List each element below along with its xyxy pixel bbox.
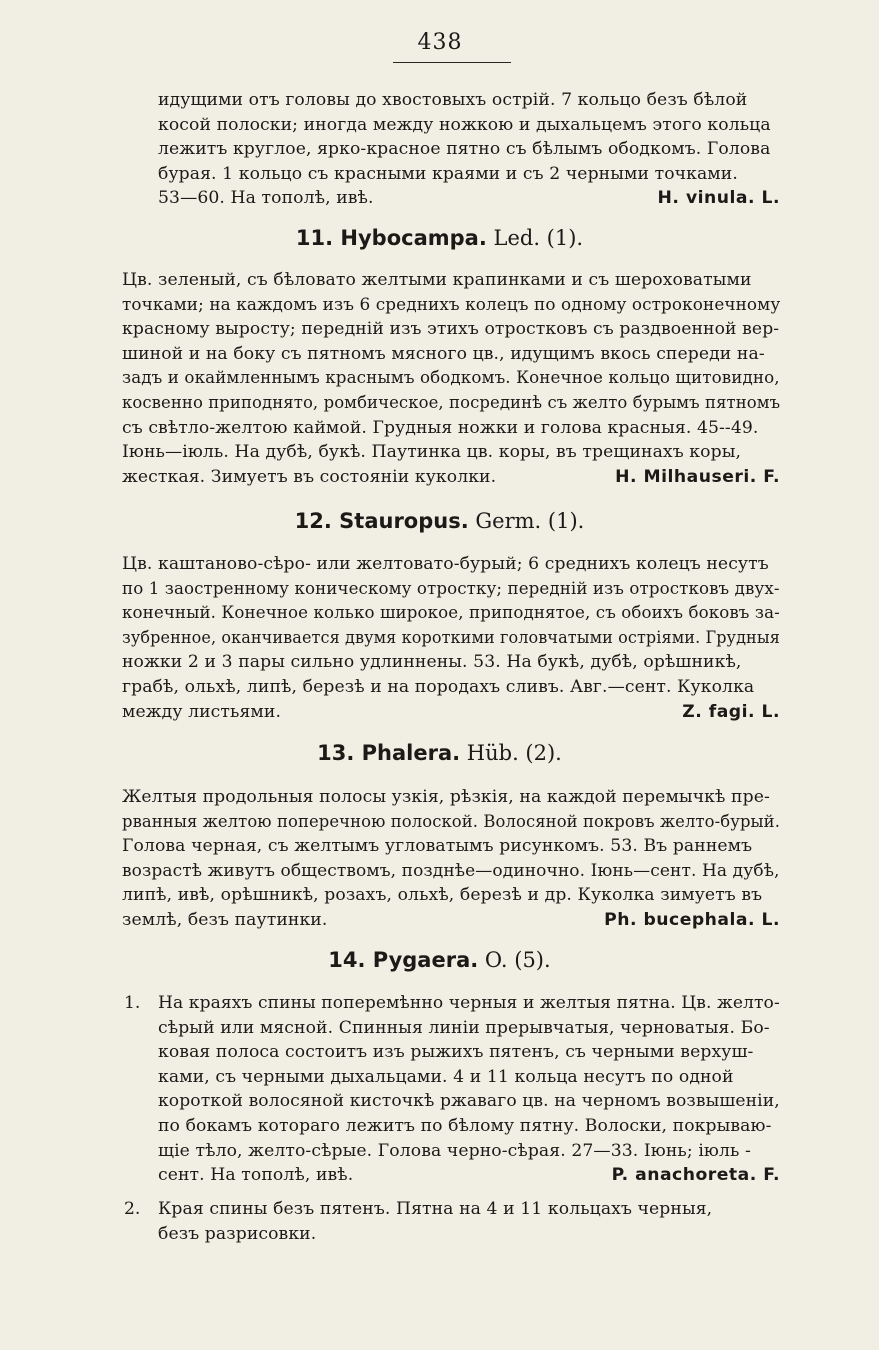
text-line-last: [158, 1163, 780, 1188]
text-line: зубренное, оканчивается двумя короткими головчатыми остріями. Грудныя: [122, 627, 780, 648]
section-paragraph-hybocampa: [122, 268, 780, 489]
text-line-last: [158, 186, 780, 211]
section-heading-pygaera: [0, 948, 879, 972]
text-line: Желтыя продольныя полосы узкія, рѣзкія, на каждой перемычкѣ пре-: [122, 787, 770, 807]
page-number-rule: [393, 62, 511, 63]
section-heading-phalera: [0, 741, 879, 765]
text-line-last: [122, 465, 780, 490]
genus-author: Hüb. (2).: [466, 741, 562, 765]
text-line: короткой волосяной кисточкѣ ржаваго цв. на черномъ возвышеніи,: [158, 1091, 780, 1112]
text-line: по бокамъ котораго лежитъ по бѣлому пятну. Волоски, покрываю-: [158, 1115, 772, 1136]
text-line: идущими отъ головы до хвостовыхъ острій. 7 кольцо безъ бѣлой: [158, 90, 748, 110]
genus-name: 11. Hybocampa.: [295, 226, 487, 250]
text-line: Голова черная, съ желтымъ угловатымъ рисункомъ. 53. Въ раннемъ: [122, 836, 753, 857]
genus-author: Led. (1).: [493, 226, 584, 250]
text-line: точками; на каждомъ изъ 6 среднихъ колецъ по одному остроконечному: [122, 294, 781, 315]
text-fragment: 53—60. На тополѣ, ивѣ.: [158, 188, 374, 209]
text-line: косвенно приподнято, ромбическое, посрединѣ съ желто бурымъ пятномъ: [122, 392, 781, 413]
section-paragraph-stauropus: [122, 552, 780, 724]
text-line: съ свѣтло-желтою каймой. Грудныя ножки и голова красныя. 45--49.: [122, 417, 759, 438]
text-line: Цв. каштаново-сѣро- или желтовато-бурый; 6 среднихъ колецъ несутъ: [122, 554, 769, 574]
text-line: Іюнь—іюль. На дубѣ, букѣ. Паутинка цв. коры, въ трещинахъ коры,: [122, 442, 742, 463]
text-line: Края спины безъ пятенъ. Пятна на 4 и 11 кольцахъ черныя,: [158, 1199, 713, 1219]
text-line: по 1 заостренному коническому отростку; передній изъ отростковъ двух-: [122, 578, 780, 599]
text-line: косой полоски; иногда между ножкою и дыхальцемъ этого кольца: [158, 114, 771, 135]
text-line: ками, съ черными дыхальцами. 4 и 11 кольца несутъ по одной: [158, 1066, 734, 1087]
item-number: 2.: [124, 1199, 141, 1219]
text-line: липѣ, ивѣ, орѣшникѣ, розахъ, ольхѣ, березѣ и др. Куколка зимуетъ въ: [122, 885, 763, 906]
species-name: P. anachoreta. F.: [611, 1165, 780, 1186]
section-heading-hybocampa: [0, 226, 879, 250]
text-line: безъ разрисовки.: [158, 1223, 317, 1244]
species-name: Z. fagi. L.: [682, 701, 780, 722]
genus-name: 14. Pygaera.: [328, 948, 479, 972]
text-line: На краяхъ спины поперемѣнно черныя и желтыя пятна. Цв. желто-: [158, 993, 780, 1013]
key-item-2: [158, 1197, 780, 1246]
text-line: ковая полоса состоитъ изъ рыжихъ пятенъ, съ черными верхуш-: [158, 1042, 754, 1063]
text-line: грабѣ, ольхѣ, липѣ, березѣ и на породахъ сливъ. Авг.—сент. Куколка: [122, 676, 755, 697]
text-line: возрастѣ живутъ обществомъ, позднѣе—одиночно. Іюнь—сент. На дубѣ,: [122, 860, 780, 881]
text-line: Цв. зеленый, съ бѣловато желтыми крапинками и съ шероховатыми: [122, 270, 752, 290]
section-heading-stauropus: [0, 509, 879, 533]
text-fragment: землѣ, безъ паутинки.: [122, 909, 328, 930]
text-line: лежитъ круглое, ярко-красное пятно съ бѣлымъ ободкомъ. Голова: [158, 139, 771, 160]
species-name: Ph. bucephala. L.: [604, 909, 780, 930]
text-fragment: сент. На тополѣ, ивѣ.: [158, 1165, 354, 1186]
text-line: конечный. Конечное колько широкое, приподнятое, съ обоихъ боковъ за-: [122, 603, 780, 624]
genus-name: 13. Phalera.: [317, 741, 461, 765]
genus-name: 12. Stauropus.: [294, 509, 469, 533]
species-name: H. vinula. L.: [657, 188, 780, 209]
text-line: красному выросту; передній изъ этихъ отростковъ съ раздвоенной вер-: [122, 319, 780, 340]
text-line: ножки 2 и 3 пары сильно удлиннены. 53. На букѣ, дубѣ, орѣшникѣ,: [122, 652, 742, 673]
section-paragraph-phalera: [122, 785, 780, 933]
species-name: H. Milhauseri. F.: [615, 466, 780, 487]
text-line: рванныя желтою поперечною полоской. Волосяной покровъ желто-бурый.: [122, 811, 781, 832]
genus-author: O. (5).: [484, 948, 551, 972]
text-fragment: жесткая. Зимуетъ въ состояніи куколки.: [122, 466, 497, 487]
text-line: шиной и на боку съ пятномъ мясного цв., идущимъ вкось спереди на-: [122, 343, 765, 364]
text-fragment: между листьями.: [122, 701, 282, 722]
item-number: 1.: [124, 993, 141, 1013]
text-line-last: [122, 908, 780, 933]
text-line: щіе тѣло, желто-сѣрые. Голова черно-сѣрая. 27—33. Іюнь; іюль -: [158, 1140, 751, 1161]
key-item-1: [158, 991, 780, 1188]
text-line: задъ и окаймленнымъ краснымъ ободкомъ. Конечное кольцо щитовидно,: [122, 368, 780, 389]
text-line: бурая. 1 кольцо съ красными краями и съ 2 черными точками.: [158, 163, 738, 184]
text-line: сѣрый или мясной. Спинныя линіи прерывчатыя, черноватыя. Бо-: [158, 1017, 770, 1038]
page-number: 438: [417, 30, 463, 55]
intro-paragraph: [158, 88, 780, 211]
genus-author: Germ. (1).: [475, 509, 585, 533]
text-line-last: [122, 700, 780, 725]
